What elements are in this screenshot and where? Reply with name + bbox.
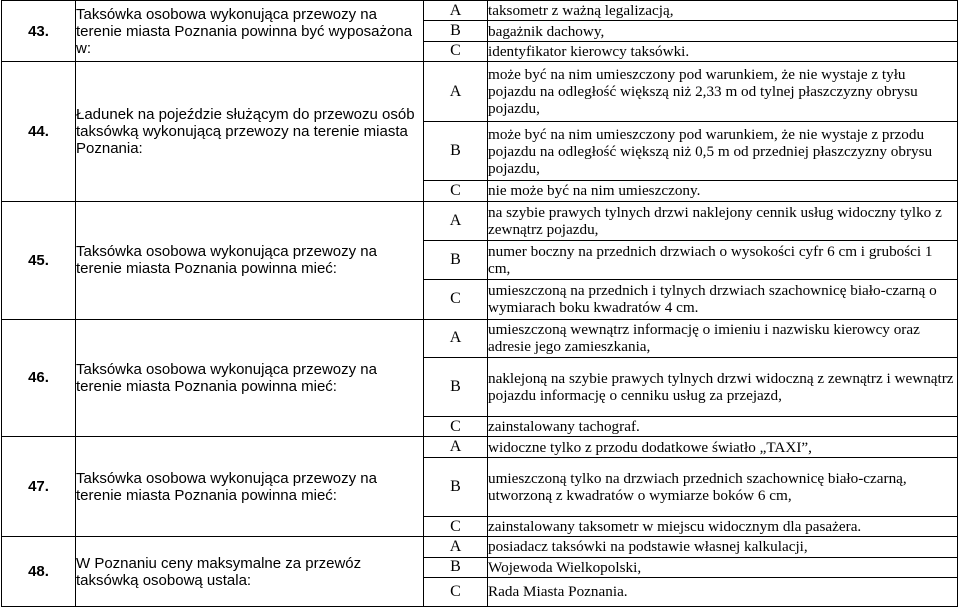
question-row bbox=[2, 201, 958, 241]
option-letter: A bbox=[424, 1, 488, 21]
option-letter: B bbox=[424, 358, 488, 417]
option-letter: C bbox=[424, 417, 488, 437]
option-text: taksometr z ważną legalizacją, bbox=[488, 1, 958, 21]
option-text: Wojewoda Wielkopolski, bbox=[488, 557, 958, 577]
option-letter: B bbox=[424, 21, 488, 41]
option-letter: A bbox=[424, 437, 488, 457]
question-text: Taksówka osobowa wykonująca przewozy na terenie miasta Poznania powinna mieć: bbox=[76, 437, 424, 537]
option-letter: B bbox=[424, 122, 488, 181]
question-row bbox=[2, 1, 958, 21]
option-letter: C bbox=[424, 577, 488, 606]
questions-table bbox=[1, 0, 958, 607]
question-text: Taksówka osobowa wykonująca przewozy na terenie miasta Poznania powinna mieć: bbox=[76, 201, 424, 319]
option-letter: C bbox=[424, 279, 488, 319]
option-text: umieszczoną wewnątrz informację o imieniu i nazwisku kierowcy oraz adresie jego zamieszkania, bbox=[488, 319, 958, 358]
option-text: numer boczny na przednich drzwiach o wysokości cyfr 6 cm i grubości 1 cm, bbox=[488, 241, 958, 280]
option-text: identyfikator kierowcy taksówki. bbox=[488, 41, 958, 61]
option-text: zainstalowany taksometr w miejscu widocznym dla pasażera. bbox=[488, 516, 958, 536]
option-text: widoczne tylko z przodu dodatkowe światło „TAXI”, bbox=[488, 437, 958, 457]
option-letter: B bbox=[424, 241, 488, 280]
question-text: Taksówka osobowa wykonująca przewozy na terenie miasta Poznania powinna być wyposażona w: bbox=[76, 1, 424, 62]
option-text: naklejoną na szybie prawych tylnych drzwi widoczną z zewnątrz i wewnątrz pojazdu informację o cenniku usług za przejazd, bbox=[488, 358, 958, 417]
question-number: 46. bbox=[2, 319, 76, 437]
option-letter: A bbox=[424, 319, 488, 358]
option-text: Rada Miasta Poznania. bbox=[488, 577, 958, 606]
option-text: nie może być na nim umieszczony. bbox=[488, 181, 958, 201]
option-letter: C bbox=[424, 516, 488, 536]
question-text: Ładunek na pojeździe służącym do przewozu osób taksówką wykonującą przewozy na terenie miasta Poznania: bbox=[76, 62, 424, 201]
option-letter: C bbox=[424, 41, 488, 61]
option-text: zainstalowany tachograf. bbox=[488, 417, 958, 437]
question-text: Taksówka osobowa wykonująca przewozy na terenie miasta Poznania powinna mieć: bbox=[76, 319, 424, 437]
question-row bbox=[2, 319, 958, 358]
question-row bbox=[2, 437, 958, 457]
option-letter: A bbox=[424, 62, 488, 122]
option-text: może być na nim umieszczony pod warunkiem, że nie wystaje z tyłu pojazdu na odległość większą niż 2,33 m od tylnej płaszczyzny obrysu pojazdu, bbox=[488, 62, 958, 122]
option-letter: C bbox=[424, 181, 488, 201]
option-text: umieszczoną na przednich i tylnych drzwiach szachownicę biało-czarną o wymiarach boku kwadratów 4 cm. bbox=[488, 279, 958, 319]
question-row bbox=[2, 62, 958, 122]
question-number: 43. bbox=[2, 1, 76, 62]
option-letter: B bbox=[424, 457, 488, 516]
option-letter: A bbox=[424, 201, 488, 241]
option-text: może być na nim umieszczony pod warunkiem, że nie wystaje z przodu pojazdu na odległość większą niż 0,5 m od przedniej płaszczyzny obrysu pojazdu, bbox=[488, 122, 958, 181]
option-text: umieszczoną tylko na drzwiach przednich szachownicę biało-czarną, utworzoną z kwadratów o wymiarze boków 6 cm, bbox=[488, 457, 958, 516]
option-text: na szybie prawych tylnych drzwi naklejony cennik usług widoczny tylko z zewnątrz pojazdu, bbox=[488, 201, 958, 241]
question-number: 45. bbox=[2, 201, 76, 319]
option-letter: A bbox=[424, 537, 488, 557]
option-letter: B bbox=[424, 557, 488, 577]
question-number: 47. bbox=[2, 437, 76, 537]
question-number: 48. bbox=[2, 537, 76, 607]
question-number: 44. bbox=[2, 62, 76, 201]
option-text: bagażnik dachowy, bbox=[488, 21, 958, 41]
option-text: posiadacz taksówki na podstawie własnej kalkulacji, bbox=[488, 537, 958, 557]
question-text: W Poznaniu ceny maksymalne za przewóz taksówką osobową ustala: bbox=[76, 537, 424, 607]
question-row bbox=[2, 537, 958, 557]
